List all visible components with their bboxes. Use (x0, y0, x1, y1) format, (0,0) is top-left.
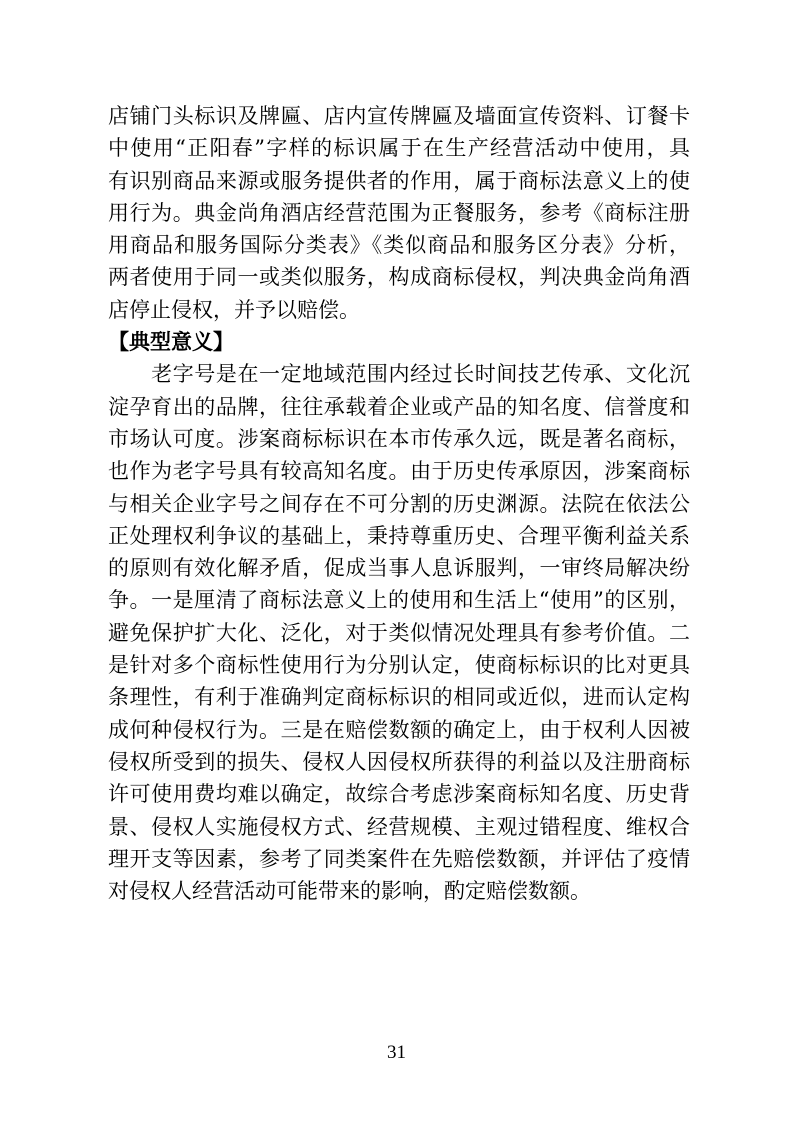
text-line: 与相关企业字号之间存在不可分割的历史渊源。法院在依法公 (108, 491, 690, 516)
text-line: 理开支等因素，参考了同类案件在先赔偿数额，并评估了疫情 (108, 846, 690, 871)
text-line: 是针对多个商标性使用行为分别认定，使商标标识的比对更具 (108, 653, 690, 678)
section-heading: 【典型意义】 (108, 329, 234, 355)
text-line: 侵权所受到的损失、侵权人因侵权所获得的利益以及注册商标 (108, 749, 690, 774)
text-line: 两者使用于同一或类似服务，构成商标侵权，判决典金尚角酒 (108, 265, 690, 290)
paragraph-continued (108, 100, 690, 326)
text-line: 有识别商品来源或服务提供者的作用，属于商标法意义上的使 (108, 168, 690, 193)
text-line: 店铺门头标识及牌匾、店内宣传牌匾及墙面宣传资料、订餐卡 (108, 104, 690, 128)
text-line: 条理性，有利于准确判定商标标识的相同或近似，进而认定构 (108, 685, 690, 710)
text-line: 避免保护扩大化、泛化，对于类似情况处理具有参考价值。二 (108, 620, 690, 645)
text-line: 用行为。典金尚角酒店经营范围为正餐服务，参考《商标注册 (108, 200, 690, 225)
page-number: 31 (387, 1042, 406, 1063)
text-line: 用商品和服务国际分类表》《类似商品和服务区分表》分析， (108, 233, 690, 258)
document-body (108, 100, 690, 907)
text-line: 店停止侵权，并予以赔偿。 (108, 297, 360, 322)
text-line: 市场认可度。涉案商标标识在本市传承久远，既是著名商标， (108, 426, 690, 451)
text-line: 中使用“正阳春”字样的标识属于在生产经营活动中使用，具 (108, 136, 690, 161)
paragraph-significance (108, 358, 690, 907)
text-line: 对侵权人经营活动可能带来的影响，酌定赔偿数额。 (108, 879, 591, 904)
text-line: 淀孕育出的品牌，往往承载着企业或产品的知名度、信誉度和 (108, 394, 690, 419)
text-line: 争。一是厘清了商标法意义上的使用和生活上“使用”的区别， (108, 588, 690, 613)
text-line: 景、侵权人实施侵权方式、经营规模、主观过错程度、维权合 (108, 814, 690, 839)
text-line: 正处理权利争议的基础上，秉持尊重历史、合理平衡利益关系 (108, 523, 690, 548)
text-line: 老字号是在一定地域范围内经过长时间技艺传承、文化沉 (108, 362, 690, 387)
text-line: 许可使用费均难以确定，故综合考虑涉案商标知名度、历史背 (108, 782, 690, 807)
text-line: 成何种侵权行为。三是在赔偿数额的确定上，由于权利人因被 (108, 717, 690, 742)
text-line: 的原则有效化解矛盾，促成当事人息诉服判，一审终局解决纷 (108, 556, 690, 581)
text-line: 也作为老字号具有较高知名度。由于历史传承原因，涉案商标 (108, 459, 690, 484)
